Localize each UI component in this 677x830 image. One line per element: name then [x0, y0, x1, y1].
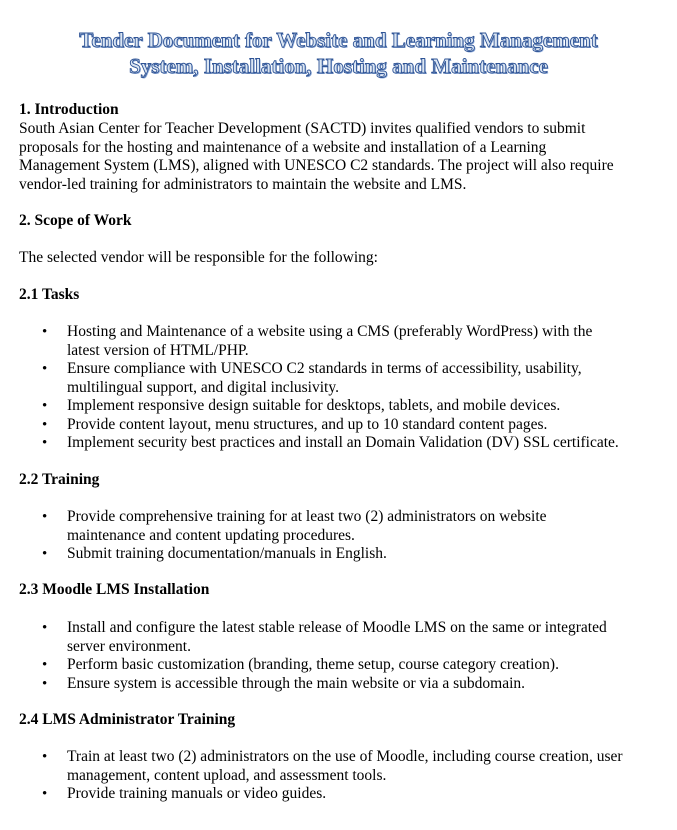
list-item-text: Implement responsive design suitable for desktops, tablets, and mobile devices. — [67, 397, 561, 414]
section-heading-moodle-installation: 2.3 Moodle LMS Installation — [19, 581, 210, 598]
training-list — [0, 508, 660, 564]
section-heading-scope-of-work: 2. Scope of Work — [19, 212, 132, 229]
section-heading-tasks: 2.1 Tasks — [19, 286, 80, 303]
bullet-icon: • — [42, 398, 48, 414]
list-item-text: Perform basic customization (branding, theme setup, course category creation). — [67, 656, 559, 673]
bullet-icon: • — [42, 435, 48, 451]
bullet-icon: • — [42, 361, 48, 377]
bullet-icon: • — [42, 786, 48, 802]
list-item-text: Provide training manuals or video guides. — [67, 785, 327, 802]
list-item-text: Ensure compliance with UNESCO C2 standards in terms of accessibility, usability, — [67, 360, 582, 377]
bullet-icon: • — [42, 509, 48, 525]
list-item — [0, 508, 660, 545]
list-item-text: Ensure system is accessible through the main website or via a subdomain. — [67, 674, 526, 692]
bullet-icon: • — [42, 416, 48, 433]
list-item-text: Provide content layout, menu structures, and up to 10 standard content pages. — [67, 415, 548, 433]
list-item-text: multilingual support, and digital inclusivity. — [67, 378, 339, 396]
title-line-2: System, Installation, Hosting and Maintenance — [129, 54, 548, 78]
paragraph-line: South Asian Center for Teacher Development (SACTD) invites qualified vendors to submit — [19, 120, 586, 137]
paragraph-line: proposals for the hosting and maintenance of a website and installation of a Learning — [19, 138, 547, 156]
tasks-list — [0, 323, 660, 453]
list-item-text: latest version of HTML/PHP. — [67, 341, 249, 359]
list-item — [0, 656, 660, 675]
paragraph-line: vendor-led training for administrators to maintain the website and LMS. — [19, 175, 467, 193]
list-item — [0, 619, 660, 656]
bullet-icon: • — [42, 675, 48, 692]
bullet-icon: • — [42, 657, 48, 673]
list-item — [0, 323, 660, 360]
scope-paragraph: The selected vendor will be responsible for the following: — [19, 249, 378, 266]
bullet-icon: • — [42, 749, 48, 765]
list-item-text: Train at least two (2) administrators on the use of Moodle, including course creation, user — [67, 748, 623, 765]
introduction-paragraph — [19, 120, 649, 194]
list-item — [0, 675, 660, 694]
list-item — [0, 748, 660, 785]
section-heading-lms-administrator-training: 2.4 LMS Administrator Training — [19, 711, 236, 728]
list-item — [0, 416, 660, 435]
section-heading-introduction: 1. Introduction — [19, 101, 119, 118]
list-item-text: Provide comprehensive training for at least two (2) administrators on website — [67, 508, 547, 525]
list-item — [0, 434, 660, 453]
list-item-text: Submit training documentation/manuals in English. — [67, 545, 387, 562]
title-line-1: Tender Document for Website and Learning Management — [79, 28, 598, 52]
list-item-text: Install and configure the latest stable release of Moodle LMS on the same or integrated — [67, 619, 607, 636]
list-item — [0, 360, 660, 397]
list-item-text: Implement security best practices and install an Domain Validation (DV) SSL certificate. — [67, 434, 619, 451]
list-item-text: server environment. — [67, 637, 191, 655]
list-item-text: maintenance and content updating procedures. — [67, 526, 355, 544]
document-title — [0, 27, 677, 79]
list-item — [0, 397, 660, 416]
bullet-icon: • — [42, 324, 48, 340]
moodle-list — [0, 619, 660, 693]
lms-training-list — [0, 748, 660, 804]
list-item-text: management, content upload, and assessment tools. — [67, 766, 387, 784]
list-item — [0, 785, 660, 804]
paragraph-line: Management System (LMS), aligned with UNESCO C2 standards. The project will also require — [19, 157, 614, 174]
bullet-icon: • — [42, 620, 48, 636]
list-item-text: Hosting and Maintenance of a website using a CMS (preferably WordPress) with the — [67, 323, 593, 340]
bullet-icon: • — [42, 546, 48, 562]
section-heading-training: 2.2 Training — [19, 471, 100, 488]
list-item — [0, 545, 660, 564]
